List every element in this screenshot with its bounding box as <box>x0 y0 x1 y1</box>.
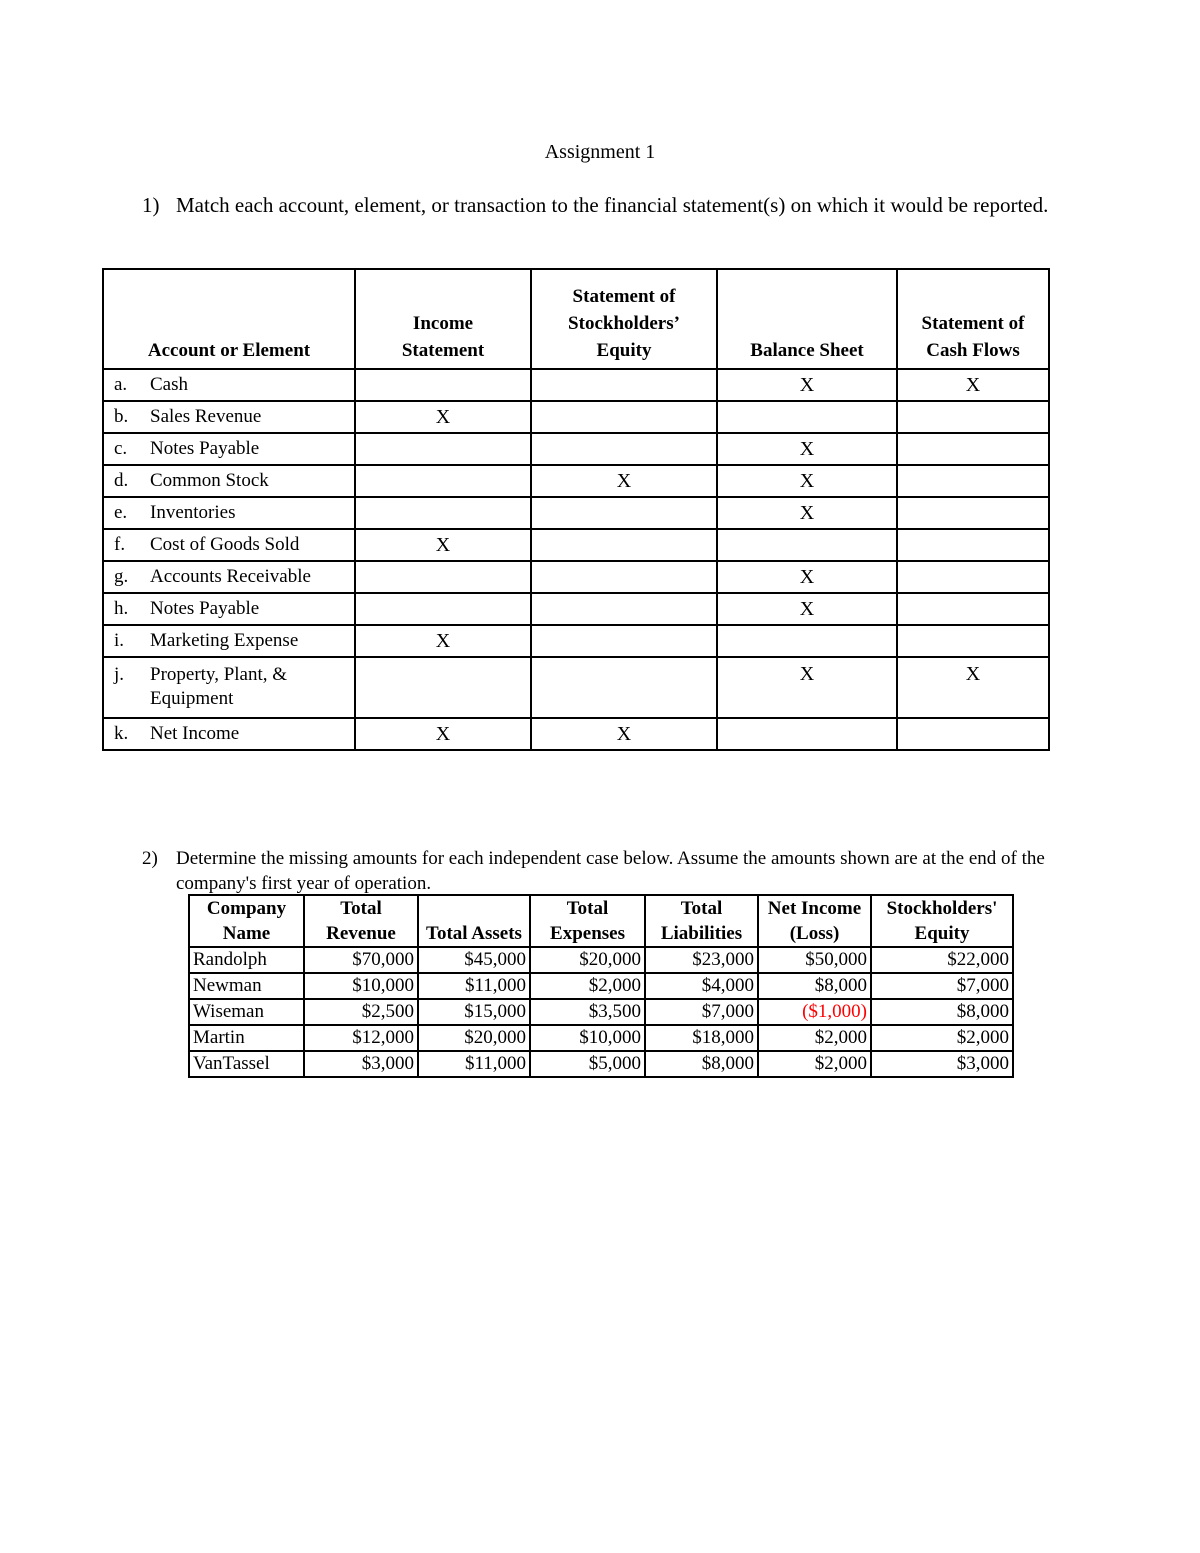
account-letter: j. <box>114 664 125 685</box>
account-cell <box>103 497 355 529</box>
statement-mark-cell <box>897 497 1049 529</box>
statement-mark-cell: X <box>717 497 897 529</box>
statement-mark-cell <box>355 593 531 625</box>
question-1-number: 1) <box>142 193 160 217</box>
column-header: Balance Sheet <box>717 269 897 369</box>
statement-mark-cell <box>355 561 531 593</box>
account-letter: d. <box>114 470 129 491</box>
statement-mark-cell <box>717 718 897 750</box>
total-liabilities-cell: $8,000 <box>645 1051 758 1077</box>
account-cell <box>103 625 355 657</box>
total-expenses-cell: $5,000 <box>530 1051 645 1077</box>
statement-mark-cell <box>717 401 897 433</box>
statement-mark-cell <box>531 369 717 401</box>
statement-mark-cell <box>897 593 1049 625</box>
total-liabilities-cell: $18,000 <box>645 1025 758 1051</box>
statement-mark-cell <box>897 625 1049 657</box>
table-row <box>103 593 1049 625</box>
statement-mark-cell <box>531 657 717 718</box>
table-row <box>103 657 1049 718</box>
stockholders-equity-cell: $22,000 <box>871 947 1013 973</box>
statement-mark-cell: X <box>355 718 531 750</box>
statement-mark-cell <box>355 433 531 465</box>
total-expenses-cell: $20,000 <box>530 947 645 973</box>
account-name: Net Income <box>150 723 240 744</box>
account-letter: c. <box>114 438 128 459</box>
total-revenue-cell: $3,000 <box>304 1051 418 1077</box>
table-row <box>103 401 1049 433</box>
statement-mark-cell <box>531 625 717 657</box>
question-2-number: 2) <box>142 848 158 869</box>
stockholders-equity-cell: $3,000 <box>871 1051 1013 1077</box>
statement-mark-cell <box>897 561 1049 593</box>
total-assets-cell: $11,000 <box>418 1051 530 1077</box>
account-name: Notes Payable <box>150 598 260 619</box>
stockholders-equity-cell: $2,000 <box>871 1025 1013 1051</box>
column-header: Company Name <box>189 895 304 947</box>
account-cell <box>103 657 355 718</box>
total-assets-cell: $45,000 <box>418 947 530 973</box>
statement-mark-cell <box>897 718 1049 750</box>
column-header: Statement of Stockholders’ Equity <box>531 269 717 369</box>
account-cell <box>103 465 355 497</box>
total-liabilities-cell: $7,000 <box>645 999 758 1025</box>
total-expenses-cell: $3,500 <box>530 999 645 1025</box>
total-assets-cell: $11,000 <box>418 973 530 999</box>
table-row <box>189 1051 1013 1077</box>
stockholders-equity-cell: $8,000 <box>871 999 1013 1025</box>
total-expenses-cell: $10,000 <box>530 1025 645 1051</box>
total-assets-cell: $15,000 <box>418 999 530 1025</box>
table-row <box>103 497 1049 529</box>
account-letter: a. <box>114 374 128 395</box>
table-row <box>189 1025 1013 1051</box>
statement-mark-cell <box>897 433 1049 465</box>
account-name: Common Stock <box>150 470 269 491</box>
company-name-cell: Wiseman <box>189 999 304 1025</box>
statement-mark-cell <box>717 529 897 561</box>
net-income-cell: $50,000 <box>758 947 871 973</box>
stockholders-equity-cell: $7,000 <box>871 973 1013 999</box>
table-row <box>103 433 1049 465</box>
statement-mark-cell: X <box>355 529 531 561</box>
account-letter: f. <box>114 534 126 555</box>
missing-amounts-table <box>188 894 1014 1078</box>
column-header: Stockholders' Equity <box>871 895 1013 947</box>
account-cell <box>103 593 355 625</box>
question-2-text: Determine the missing amounts for each independent case below. Assume the amounts shown are at the end of the company's first year of operation. <box>176 848 1045 894</box>
total-revenue-cell: $10,000 <box>304 973 418 999</box>
statement-mark-cell: X <box>355 625 531 657</box>
total-liabilities-cell: $4,000 <box>645 973 758 999</box>
account-name: Accounts Receivable <box>150 566 311 587</box>
column-header: Total Assets <box>418 895 530 947</box>
statement-mark-cell <box>717 625 897 657</box>
company-name-cell: Randolph <box>189 947 304 973</box>
account-letter: g. <box>114 566 129 587</box>
company-name-cell: Martin <box>189 1025 304 1051</box>
table-row <box>103 561 1049 593</box>
table-row <box>103 465 1049 497</box>
table-header-row <box>189 895 1013 947</box>
statement-mark-cell: X <box>531 718 717 750</box>
document-title: Assignment 1 <box>544 141 656 163</box>
account-name: Sales Revenue <box>150 406 262 427</box>
statement-mark-cell: X <box>717 657 897 718</box>
account-name: Notes Payable <box>150 438 260 459</box>
statement-mark-cell <box>531 561 717 593</box>
account-cell <box>103 561 355 593</box>
table-header-row <box>103 269 1049 369</box>
table-row <box>189 999 1013 1025</box>
table-row <box>103 718 1049 750</box>
statement-mark-cell <box>355 465 531 497</box>
account-name: Marketing Expense <box>150 630 299 651</box>
total-assets-cell: $20,000 <box>418 1025 530 1051</box>
net-income-cell: $2,000 <box>758 1025 871 1051</box>
column-header: Total Revenue <box>304 895 418 947</box>
net-income-cell: $8,000 <box>758 973 871 999</box>
company-name-cell: Newman <box>189 973 304 999</box>
account-cell <box>103 433 355 465</box>
total-revenue-cell: $70,000 <box>304 947 418 973</box>
account-name: Property, Plant, & Equipment <box>150 664 288 709</box>
total-revenue-cell: $12,000 <box>304 1025 418 1051</box>
net-income-cell: ($1,000) <box>758 999 871 1025</box>
column-header: Total Expenses <box>530 895 645 947</box>
statement-mark-cell <box>355 657 531 718</box>
account-cell <box>103 529 355 561</box>
column-header: Statement of Cash Flows <box>897 269 1049 369</box>
statement-mark-cell <box>531 497 717 529</box>
table-row <box>189 947 1013 973</box>
column-header: Account or Element <box>103 269 355 369</box>
account-letter: h. <box>114 598 129 619</box>
account-name: Cost of Goods Sold <box>150 534 300 555</box>
account-name: Inventories <box>150 502 236 523</box>
total-revenue-cell: $2,500 <box>304 999 418 1025</box>
statement-mark-cell: X <box>717 369 897 401</box>
statement-mark-cell: X <box>355 401 531 433</box>
statement-mark-cell <box>531 529 717 561</box>
account-name: Cash <box>150 374 188 395</box>
account-letter: e. <box>114 502 128 523</box>
statement-mark-cell <box>531 433 717 465</box>
table-row <box>189 973 1013 999</box>
statement-mark-cell <box>897 401 1049 433</box>
statements-matching-table <box>102 268 1050 751</box>
statement-mark-cell <box>355 497 531 529</box>
account-letter: i. <box>114 630 125 651</box>
total-expenses-cell: $2,000 <box>530 973 645 999</box>
account-letter: b. <box>114 406 129 427</box>
statement-mark-cell: X <box>717 465 897 497</box>
account-cell <box>103 401 355 433</box>
statement-mark-cell: X <box>897 657 1049 718</box>
question-1-text: Match each account, element, or transaction to the financial statement(s) on which it would be reported. <box>176 193 1049 217</box>
table-row <box>103 369 1049 401</box>
company-name-cell: VanTassel <box>189 1051 304 1077</box>
account-cell <box>103 718 355 750</box>
table-row <box>103 625 1049 657</box>
statement-mark-cell <box>531 401 717 433</box>
account-cell <box>103 369 355 401</box>
statement-mark-cell: X <box>531 465 717 497</box>
statement-mark-cell: X <box>897 369 1049 401</box>
statement-mark-cell <box>897 465 1049 497</box>
statement-mark-cell: X <box>717 561 897 593</box>
table-row <box>103 529 1049 561</box>
statement-mark-cell <box>531 593 717 625</box>
total-liabilities-cell: $23,000 <box>645 947 758 973</box>
column-header: Income Statement <box>355 269 531 369</box>
statement-mark-cell <box>355 369 531 401</box>
statement-mark-cell: X <box>717 433 897 465</box>
statement-mark-cell: X <box>717 593 897 625</box>
statement-mark-cell <box>897 529 1049 561</box>
column-header: Total Liabilities <box>645 895 758 947</box>
account-letter: k. <box>114 723 129 744</box>
net-income-cell: $2,000 <box>758 1051 871 1077</box>
column-header: Net Income (Loss) <box>758 895 871 947</box>
